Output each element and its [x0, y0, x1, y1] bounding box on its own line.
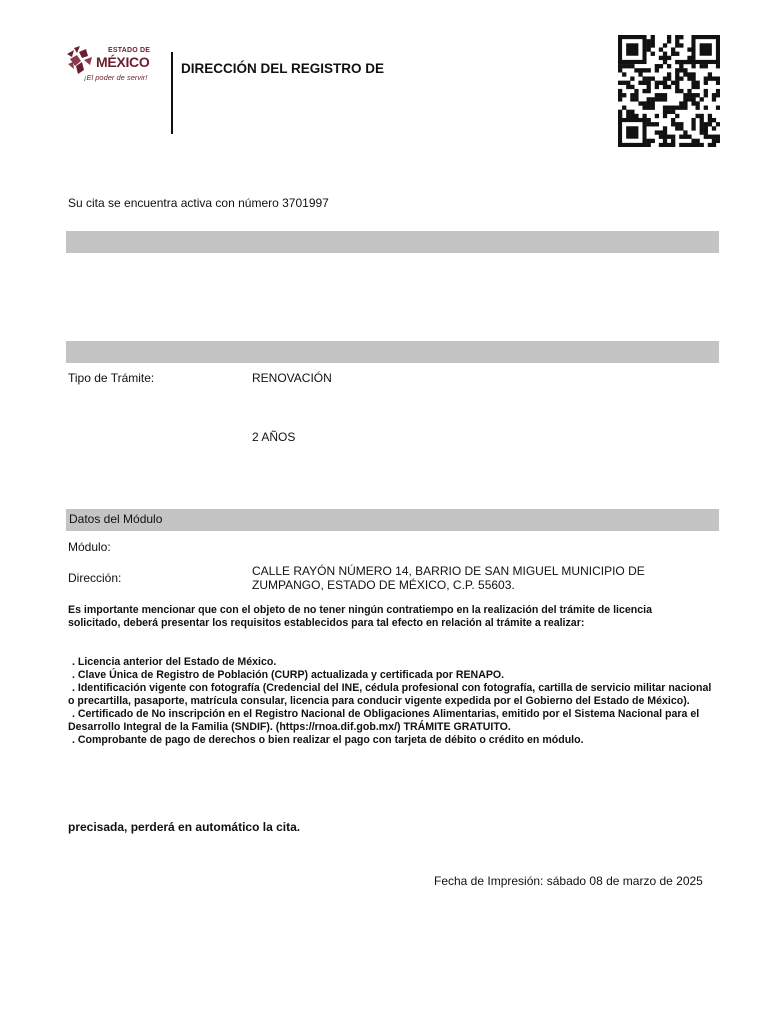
direccion-label: Dirección: [68, 571, 122, 585]
logo-state-name: MÉXICO [96, 54, 150, 70]
appointment-status: Su cita se encuentra activa con número 3701997 [68, 196, 329, 210]
requirements-list [68, 656, 716, 747]
section-band-2 [66, 341, 719, 363]
qr-code-icon [618, 35, 720, 147]
requirement-item: . Identificación vigente con fotografía (Credencial del INE, cédula profesional con fotografía, cartilla de servicio militar nacional o precartilla, pasaporte, matrícula consular, licencia para conducir vigente expedida por el Gobierno del Estado de México). [68, 682, 712, 707]
modulo-label: Módulo: [68, 540, 111, 554]
tramite-validity-value: 2 AÑOS [252, 430, 296, 444]
print-date: Fecha de Impresión: sábado 08 de marzo de 2025 [434, 874, 703, 888]
page-title: DIRECCIÓN DEL REGISTRO DE [181, 61, 385, 76]
section-band-1 [66, 231, 719, 253]
tramite-type-label: Tipo de Trámite: [68, 371, 155, 385]
modulo-section-title: Datos del Módulo [69, 512, 163, 526]
direccion-line-2: ZUMPANGO, ESTADO DE MÉXICO, C.P. 55603. [252, 578, 515, 592]
logo-state-label: ESTADO DE [108, 47, 151, 54]
cancellation-warning: precisada, perderá en automático la cita. [68, 820, 301, 834]
requirement-item: . Certificado de No inscripción en el Registro Nacional de Obligaciones Alimentarias, emitido por el Sistema Nacional para el Desarrollo Integral de la Familia (SNDIF). (https://rnoa.dif.gob.mx/) TRÁMITE GRATUITO. [68, 708, 700, 733]
direccion-line-1: CALLE RAYÓN NÚMERO 14, BARRIO DE SAN MIGUEL MUNICIPIO DE [252, 564, 645, 578]
requirement-item: . Licencia anterior del Estado de México. [72, 656, 277, 668]
notice-line-1: Es importante mencionar que con el objeto de no tener ningún contratiempo en la realización del trámite de licencia [68, 604, 652, 616]
requirement-item: . Comprobante de pago de derechos o bien realizar el pago con tarjeta de débito o crédito en módulo. [72, 734, 584, 746]
requirement-item: . Clave Única de Registro de Población (CURP) actualizada y certificada por RENAPO. [72, 669, 505, 681]
logo-slogan: ¡El poder de servir! [84, 73, 148, 82]
modulo-section-header [66, 509, 719, 531]
header-divider [171, 52, 173, 134]
tramite-type-value: RENOVACIÓN [252, 371, 332, 385]
notice-line-2: solicitado, deberá presentar los requisitos establecidos para tal efecto en relación al trámite a realizar: [68, 617, 585, 629]
estado-de-mexico-logo [64, 44, 164, 88]
notice-paragraph [68, 604, 728, 630]
